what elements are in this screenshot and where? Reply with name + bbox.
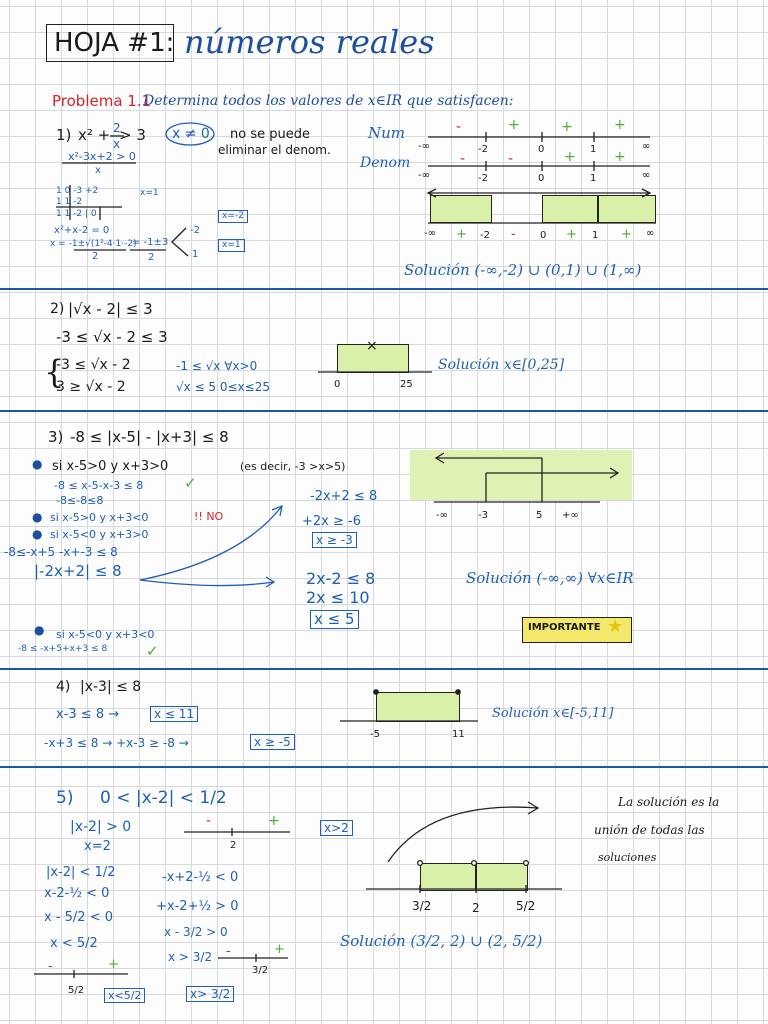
- p1-root-a-value: -2: [190, 225, 200, 236]
- p5-union-tick-2: 2: [472, 901, 480, 915]
- problem-statement: Determina todos los valores de x∈IR que satisfacen:: [143, 93, 514, 109]
- ruffini-row1: 1 0 -3 +2: [56, 186, 99, 196]
- num-tick-0: 0: [538, 144, 545, 155]
- p5-c-2: +x-2+½ > 0: [156, 899, 239, 914]
- den-tick-inf: ∞: [642, 170, 651, 181]
- p4-item-number: 4): [56, 679, 71, 695]
- p3-tick-5: 5: [536, 510, 543, 521]
- p2-solution: Solución x∈[0,25]: [438, 357, 565, 373]
- p5-a-2: x=2: [84, 839, 111, 854]
- p4-interval-minus5-to-11: [376, 692, 460, 722]
- res-tick-1: 1: [592, 230, 599, 241]
- p5-interval-2: [476, 863, 528, 891]
- p2-result-1: -1 ≤ √x ∀x>0: [176, 359, 258, 373]
- p3-case3-abs: |-2x+2| ≤ 8: [34, 562, 122, 580]
- section-divider-2: [0, 410, 768, 412]
- p5-c-3: x - 3/2 > 0: [164, 925, 228, 939]
- p3-case4-check: ✓: [146, 642, 159, 660]
- p3-item-number: 3): [48, 428, 64, 446]
- num-sign-1: -: [456, 119, 462, 135]
- num-label: Num: [368, 124, 406, 142]
- res-tick-neg-inf: -∞: [424, 228, 436, 239]
- p1-formula-result-den: 2: [148, 252, 155, 263]
- p5-c-sign-plus: +: [274, 942, 285, 957]
- p4-box-2: x ≥ -5: [250, 734, 295, 750]
- p3-right-box: x ≥ -3: [312, 532, 357, 548]
- p3-case3: si x-5<0 y x+3>0: [50, 528, 149, 541]
- p5-note-2: unión de todas las: [594, 823, 705, 837]
- p1-interval-1-to-inf: [598, 195, 656, 223]
- p5-a-tick: 2: [230, 840, 237, 851]
- num-tick-inf: ∞: [642, 141, 651, 152]
- p2-system-2: 3 ≥ √x - 2: [56, 379, 126, 395]
- p4-inequality: |x-3| ≤ 8: [80, 679, 142, 695]
- res-sign-4: +: [621, 227, 632, 242]
- p4-box-1: x ≤ 11: [150, 706, 198, 722]
- p1-step1-den: x: [95, 165, 101, 176]
- res-sign-1: +: [456, 227, 467, 242]
- sheet-title: HOJA #1:: [54, 28, 175, 58]
- p1-interval-0-to-1: [542, 195, 598, 223]
- p1-note-line1: no se puede: [230, 127, 310, 142]
- p5-c-1: -x+2-½ < 0: [162, 870, 239, 885]
- p1-step1: x²-3x+2 > 0: [68, 150, 136, 163]
- p3-case1-check: ✓: [184, 474, 197, 492]
- p2-inequality: |√x - 2| ≤ 3: [68, 300, 153, 318]
- denom-label: Denom: [360, 155, 411, 171]
- p2-tick-25: 25: [400, 379, 413, 390]
- p1-formula-result: = -1±3: [132, 237, 169, 248]
- p5-b-sign-plus: +: [108, 957, 119, 972]
- p5-c-4: x > 3/2: [168, 950, 213, 964]
- p5-union-tick-3: 5/2: [516, 899, 536, 913]
- num-tick-1: 1: [590, 144, 597, 155]
- den-tick-neg-inf: -∞: [418, 170, 430, 181]
- p3-case1-note: (es decir, -3 >x>5): [240, 460, 346, 473]
- p5-b-2: x-2-½ < 0: [44, 886, 110, 901]
- p5-b-1: |x-2| < 1/2: [46, 865, 116, 880]
- section-divider-3: [0, 668, 768, 670]
- num-sign-4: +: [614, 117, 626, 133]
- p5-item-number: 5): [56, 788, 74, 808]
- p1-condition: x ≠ 0: [172, 126, 210, 142]
- p1-root-b-box: x=1: [218, 239, 245, 252]
- p3-mid-box: x ≤ 5: [310, 610, 359, 629]
- p1-root-b-value: 1: [192, 249, 199, 260]
- res-sign-2: -: [511, 227, 516, 242]
- p5-b-box: x<5/2: [104, 988, 145, 1003]
- p3-bullet-2: ●: [32, 510, 43, 524]
- p3-mid-2: 2x ≤ 10: [306, 588, 370, 607]
- p5-a-box: x>2: [320, 820, 353, 836]
- p3-tick-neg-inf: -∞: [436, 510, 448, 521]
- p4-line2: -x+3 ≤ 8 → +x-3 ≥ -8 →: [44, 736, 189, 750]
- p1-inequality-b: > 3: [119, 126, 146, 144]
- p3-highlight-region: [410, 450, 632, 500]
- p4-line1: x-3 ≤ 8 →: [56, 707, 120, 722]
- problem-label: Problema 1.1: [52, 92, 152, 110]
- den-tick-1: 1: [590, 173, 597, 184]
- p5-a-sign-plus: +: [268, 813, 280, 829]
- res-tick-minus2: -2: [480, 230, 490, 241]
- p3-bullet-1: ●: [32, 457, 43, 471]
- p3-tick-minus3: -3: [478, 510, 488, 521]
- res-tick-0: 0: [540, 230, 547, 241]
- p2-interval-0-to-25: [337, 344, 409, 373]
- topic-title: números reales: [184, 23, 435, 61]
- p5-a-sign-minus: -: [206, 813, 212, 829]
- p5-b-4: x < 5/2: [50, 936, 98, 951]
- importante-label: IMPORTANTE: [528, 622, 601, 633]
- p2-line1: -3 ≤ √x - 2 ≤ 3: [56, 328, 168, 346]
- p3-mid-1: 2x-2 ≤ 8: [306, 569, 376, 588]
- p3-case1-result: -8≤-8≤8: [56, 494, 104, 507]
- p3-case2-note: !! NO: [194, 510, 224, 523]
- p3-case4-work: -8 ≤ -x+5+x+3 ≤ 8: [18, 644, 108, 654]
- section-divider-4: [0, 766, 768, 768]
- svg-text:×: ×: [366, 338, 378, 354]
- num-sign-2: +: [508, 117, 520, 133]
- p5-union-tick-1: 3/2: [412, 899, 432, 913]
- ruffini-row2: 1 1 -2: [56, 197, 83, 207]
- p5-note-3: soluciones: [598, 851, 657, 864]
- p2-system-brace: {: [44, 353, 65, 391]
- p1-inequality-a: x² +: [78, 126, 111, 144]
- section-divider-1: [0, 288, 768, 290]
- den-sign-3: +: [564, 149, 576, 165]
- p5-c-tick: 3/2: [252, 965, 269, 976]
- num-tick-minus2: -2: [478, 144, 488, 155]
- p2-tick-0: 0: [334, 379, 341, 390]
- den-tick-minus2: -2: [478, 173, 488, 184]
- p5-b-3: x - 5/2 < 0: [44, 910, 113, 925]
- p5-interval-1: [420, 863, 476, 891]
- p1-root-a-box: x=-2: [218, 210, 248, 223]
- ruffini-row3: 1 1 -2 | 0: [56, 209, 97, 219]
- den-tick-0: 0: [538, 173, 545, 184]
- p2-result-2: √x ≤ 5 0≤x≤25: [176, 380, 270, 394]
- p1-quadratic: x²+x-2 = 0: [54, 225, 110, 236]
- p1-fraction-den: x: [113, 137, 121, 151]
- p5-b-tick: 5/2: [68, 985, 85, 996]
- p5-c-box: x> 3/2: [186, 986, 234, 1002]
- p3-solution: Solución (-∞,∞) ∀x∈IR: [466, 569, 634, 587]
- p3-inequality: -8 ≤ |x-5| - |x+3| ≤ 8: [70, 428, 229, 446]
- res-sign-3: +: [566, 227, 577, 242]
- p1-item-number: 1): [56, 126, 72, 144]
- p2-system-1: -3 ≤ √x - 2: [56, 357, 131, 373]
- p5-solution: Solución (3/2, 2) ∪ (2, 5/2): [340, 932, 543, 950]
- num-sign-3: +: [561, 119, 573, 135]
- p2-item-number: 2): [50, 301, 65, 317]
- p3-case4: si x-5<0 y x+3<0: [56, 628, 155, 641]
- p3-case3-work: -8≤-x+5 -x+-3 ≤ 8: [4, 545, 118, 559]
- res-tick-inf: ∞: [646, 228, 655, 239]
- ruffini-root: x=1: [140, 188, 159, 198]
- p4-tick-minus5: -5: [370, 729, 380, 740]
- p3-tick-inf: +∞: [562, 510, 579, 521]
- p1-solution: Solución (-∞,-2) ∪ (0,1) ∪ (1,∞): [404, 261, 642, 279]
- p1-fraction-num: 2: [113, 121, 121, 135]
- p3-case1: si x-5>0 y x+3>0: [52, 459, 169, 474]
- p1-formula: x = -1±√(1²-4·1·-2): [50, 239, 137, 249]
- p5-c-sign-minus: -: [226, 944, 231, 959]
- p3-bullet-4: ●: [34, 623, 45, 637]
- p3-case1-work: -8 ≤ x-5-x-3 ≤ 8: [54, 479, 144, 492]
- den-sign-2: -: [508, 151, 514, 167]
- p1-interval-neg-inf-to-minus2: [430, 195, 492, 223]
- num-tick-neg-inf: -∞: [418, 141, 430, 152]
- den-sign-4: +: [614, 149, 626, 165]
- p4-tick-11: 11: [452, 729, 465, 740]
- p5-note-1: La solución es la: [618, 795, 720, 809]
- p1-formula-den: 2: [92, 251, 99, 262]
- p3-bullet-3: ●: [32, 527, 43, 541]
- p3-right-1: -2x+2 ≤ 8: [310, 489, 378, 504]
- p5-inequality: 0 < |x-2| < 1/2: [100, 788, 227, 808]
- p4-solution: Solución x∈[-5,11]: [492, 706, 614, 721]
- p3-right-2: +2x ≥ -6: [302, 514, 361, 529]
- p5-a-1: |x-2| > 0: [70, 819, 132, 835]
- star-icon: ★: [607, 616, 624, 637]
- p5-b-sign-minus: -: [48, 959, 53, 974]
- p3-case2: si x-5>0 y x+3<0: [50, 511, 149, 524]
- den-sign-1: -: [460, 151, 466, 167]
- p1-note-line2: eliminar el denom.: [218, 143, 331, 157]
